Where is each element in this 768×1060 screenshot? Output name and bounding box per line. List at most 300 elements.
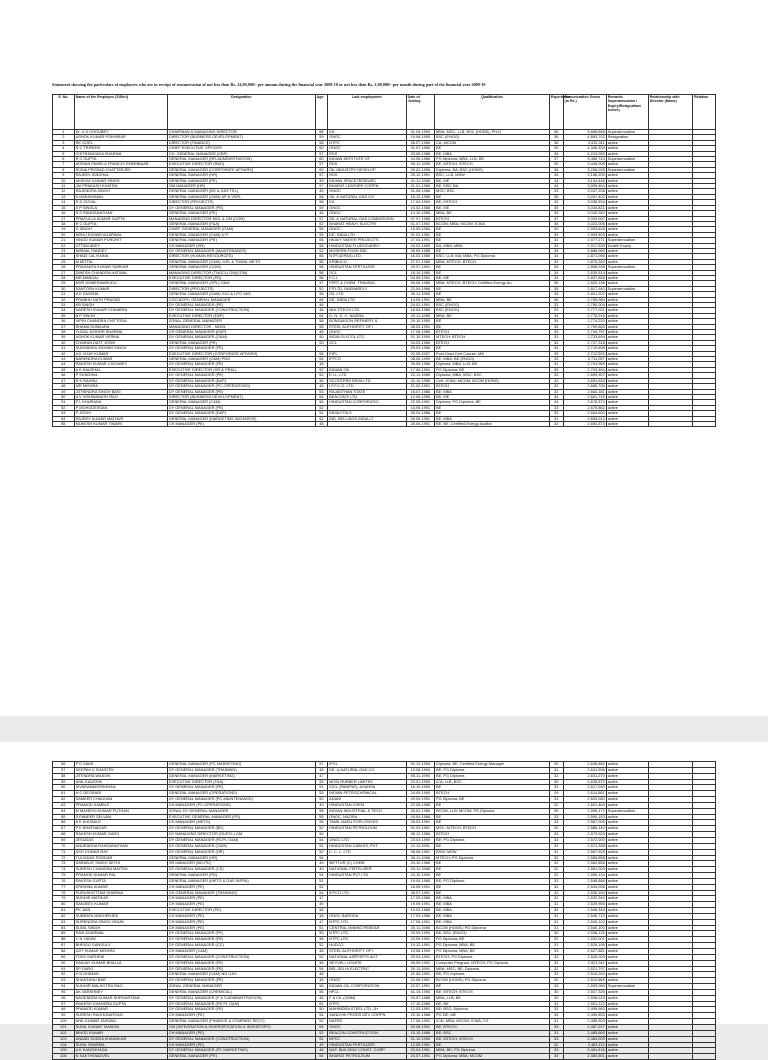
cell-remarks: active [606, 275, 648, 280]
cell-designation: DIRECTOR (PROJECTS) [167, 200, 315, 205]
cell-date-of-joining: 10.08.1994 [406, 767, 434, 773]
cell-age: 46 [315, 978, 328, 984]
cell-qualification: BE; BSC; Diploma [435, 1007, 550, 1013]
cell-date-of-joining: 03.07.1986 [406, 995, 434, 1001]
cell-name: BINOD KUMAR [74, 1030, 167, 1036]
cell-last-employment: F & CIL (CMM) [328, 995, 406, 1001]
cell-remarks: active [606, 384, 648, 389]
cell-name: H C DEORARI [74, 791, 167, 797]
cell-sno: 101 [53, 1024, 75, 1030]
cell-experience: 34 [549, 1013, 563, 1019]
cell-date-of-joining: 20.09.1990 [406, 931, 434, 937]
cell-remuneration: 2,825,136 [563, 281, 606, 286]
cell-age: 52 [315, 416, 328, 421]
cell-name: S P SINGLA [74, 205, 167, 210]
cell-remarks: active [606, 843, 648, 849]
cell-experience: 33 [549, 837, 563, 843]
cell-remuneration: 2,711,057 [563, 357, 606, 362]
cell-remarks: active [606, 978, 648, 984]
cell-designation: DY GENERAL MANAGER (PE) [167, 373, 315, 378]
cell-last-employment: INDIAN SPACE RESEARC [328, 178, 406, 183]
cell-experience: 33 [549, 303, 563, 308]
cell-sno: 6 [53, 157, 75, 162]
cell-sno: 84 [53, 925, 75, 931]
cell-qualification: BTECH; PG Diploma [435, 954, 550, 960]
cell-remarks: active [606, 254, 648, 259]
cell-designation: MANAGING DIRECTOR (TNGCL) GM(CGM) [167, 270, 315, 275]
cell-age: 56 [315, 989, 328, 995]
cell-last-employment: ONGC, NAZIRA [328, 814, 406, 820]
col-header-remuneration: Remuneration Gross (in Rs.) [563, 95, 606, 130]
cell-date-of-joining: 21.11.1991 [406, 843, 434, 849]
cell-remarks: active [606, 896, 648, 902]
cell-qualification: MBA; BE [435, 297, 550, 302]
cell-name: PRASANTA KUMAR SARKAR [74, 265, 167, 270]
cell-remarks: Superannuation [606, 265, 648, 270]
cell-age: 53 [315, 389, 328, 394]
cell-name: PRAFULLA KUMAR GUPTA [74, 216, 167, 221]
cell-sno: 3 [53, 140, 75, 145]
cell-name: A K KAUSHAL [74, 367, 167, 372]
cell-name: ANURADHA RANGANATHAN [74, 843, 167, 849]
cell-age: 50 [315, 832, 328, 838]
cell-remarks: active [606, 954, 648, 960]
cell-remuneration: 2,501,122 [563, 1001, 606, 1007]
cell-last-employment: BEL DELHI ELECTRIC [328, 966, 406, 972]
cell-remuneration: 2,603,080 [563, 797, 606, 803]
cell-remuneration: 2,590,153 [563, 814, 606, 820]
cell-sno: 45 [53, 367, 75, 372]
cell-last-employment: MAHINDRA STEEL LTD, JH [328, 1007, 406, 1013]
cell-qualification: BE [435, 861, 550, 867]
cell-designation: DY GENERAL MANAGER (TRAINING) [167, 767, 315, 773]
col-header-designation: Designation [167, 95, 315, 130]
cell-name: UTTAM ADEY [74, 243, 167, 248]
cell-age: 49 [315, 1042, 328, 1048]
cell-last-employment: F.C.I. [328, 275, 406, 280]
cell-remuneration: 2,596,172 [563, 808, 606, 814]
cell-experience: 34 [549, 346, 563, 351]
cell-qualification: BTECH [435, 330, 550, 335]
cell-age: 48 [315, 767, 328, 773]
cell-date-of-joining: 20.11.1986 [406, 925, 434, 931]
cell-experience: 34 [549, 1054, 563, 1060]
cell-last-employment: NTPC [328, 140, 406, 145]
cell-sno: 41 [53, 346, 75, 351]
cell-experience: 36 [549, 140, 563, 145]
cell-qualification: BE [435, 1042, 550, 1048]
cell-sno: 74 [53, 867, 75, 873]
cell-remarks: active [606, 151, 648, 156]
cell-name: TULSIDAS PODDAR [74, 855, 167, 861]
cell-age: 51 [315, 878, 328, 884]
cell-name: ASHOK KUMAR POKHRIAR [74, 135, 167, 140]
cell-last-employment: ONGC [328, 330, 406, 335]
cell-date-of-joining: 26.02.1986 [406, 808, 434, 814]
cell-designation: CH MANAGER (PE) [167, 1042, 315, 1048]
col-header-age: Age [315, 95, 328, 130]
cell-sno: 27 [53, 270, 75, 275]
cell-experience: 33 [549, 189, 563, 194]
cell-remarks: active [606, 394, 648, 399]
cell-remarks: active [606, 400, 648, 405]
cell-qualification: MBA; MSC; BE; Diploma [435, 966, 550, 972]
cell-last-employment: INDIAN OIL [328, 367, 406, 372]
cell-date-of-joining: 02.08.1991 [406, 1024, 434, 1030]
cell-last-employment: IOCL (PANIPAT), ASANSA [328, 785, 406, 791]
cell-last-employment: ONGC BARODA [328, 913, 406, 919]
cell-designation: CH MANAGER (MKTG) [167, 820, 315, 826]
cell-date-of-joining: 20.04.1991 [406, 1048, 434, 1054]
cell-age: 56 [315, 908, 328, 914]
cell-last-employment: INDIAN INDUSTRIAL & TECH [328, 808, 406, 814]
cell-sno: 32 [53, 297, 75, 302]
cell-remarks: active [606, 146, 648, 151]
cell-last-employment: BONGAIGON REFINERY & [328, 319, 406, 324]
cell-remarks: active [606, 421, 648, 426]
cell-last-employment: NATIONAL AIRPORTS AUT [328, 954, 406, 960]
cell-age: 50 [315, 335, 328, 340]
cell-sno: 50 [53, 394, 75, 399]
cell-date-of-joining: 24.02.1991 [406, 303, 434, 308]
cell-sno: 61 [53, 791, 75, 797]
cell-sno: 71 [53, 849, 75, 855]
cell-experience: 32 [549, 867, 563, 873]
cell-remarks: active [606, 1030, 648, 1036]
cell-last-employment: HFCL [328, 989, 406, 995]
cell-last-employment: OIL LTD [328, 292, 406, 297]
cell-sno: 86 [53, 937, 75, 943]
cell-qualification: BE; MTECH [435, 200, 550, 205]
cell-remuneration: 3,134,448 [563, 178, 606, 183]
cell-remarks: active [606, 221, 648, 226]
cell-date-of-joining: 06.09.1991 [406, 960, 434, 966]
cell-designation: DY GENERAL MANAGER (PE) [167, 346, 315, 351]
cell-date-of-joining: 30.09.1985 [406, 248, 434, 253]
cell-date-of-joining: 01.02.1991 [406, 232, 434, 237]
cell-age: 56 [315, 254, 328, 259]
cell-qualification: CA, MCOM [435, 140, 550, 145]
cell-date-of-joining: 16.10.1985 [406, 270, 434, 275]
cell-designation: GENERAL MANAGER (PE) [167, 238, 315, 243]
cell-last-employment: DE. INDIA LTD. [328, 232, 406, 237]
cell-remuneration: 3,206,028 [563, 167, 606, 172]
cell-date-of-joining: 03.08.1988 [406, 151, 434, 156]
cell-last-employment: ONGC [328, 146, 406, 151]
cell-qualification: BE; BE; Certified Energy Auditor [435, 421, 550, 426]
cell-experience: 32 [549, 826, 563, 832]
cell-date-of-joining: 05.11.1990 [406, 773, 434, 779]
cell-remuneration: 2,481,416 [563, 1048, 606, 1054]
col-header-qualification: Qualification [435, 95, 550, 130]
cell-remarks: active [606, 189, 648, 194]
cell-designation: GENERAL MANAGER (F&A) [167, 221, 315, 226]
cell-age: 51 [315, 1001, 328, 1007]
cell-name: SUDHANSU MOHAN SINGH [74, 346, 167, 351]
cell-age: 52 [315, 1019, 328, 1025]
cell-remuneration: 3,480,744 [563, 157, 606, 162]
cell-last-employment: SCOOTERS INDIA LTD. [328, 378, 406, 383]
cell-name: SURESH RAGHUNATHAN [74, 1013, 167, 1019]
cell-sno: 22 [53, 243, 75, 248]
cell-remuneration: 5,868,688 [563, 130, 606, 135]
cell-name: JESUDAS [74, 837, 167, 843]
cell-name: S S RANGANATHAN [74, 211, 167, 216]
cell-qualification: BTECH [435, 216, 550, 221]
cell-designation: GENERAL MANAGER (RR-ADMINISTRATION) [167, 157, 315, 162]
cell-sno: 46 [53, 373, 75, 378]
cell-experience: 34 [549, 270, 563, 275]
cell-last-employment: HINDUSTAN PVT LTD [328, 873, 406, 879]
cell-designation: GM (INTEGRATION & DIVERSIFICATION & INVENTORY) [167, 1024, 315, 1030]
cell-experience: 33 [549, 1048, 563, 1054]
cell-name: P L KHURANA [74, 400, 167, 405]
cell-last-employment: ONGC [328, 189, 406, 194]
cell-remuneration: 3,037,402 [563, 194, 606, 199]
cell-date-of-joining: 17.03.1986 [406, 913, 434, 919]
cell-date-of-joining: 08.03.1991 [406, 324, 434, 329]
cell-name: ROMA PROSAD CHATTERJEE [74, 167, 167, 172]
cell-designation: CH. GENERAL MANAGER (CBP) [167, 151, 315, 156]
cell-qualification: BE [435, 873, 550, 879]
cell-remuneration: 2,801,202 [563, 292, 606, 297]
cell-qualification: BE [435, 227, 550, 232]
cell-name: VIPIN CHANDRA CHITTODA [74, 319, 167, 324]
cell-remarks: active [606, 1042, 648, 1048]
cell-qualification: BE; MBA [435, 908, 550, 914]
cell-age: 58 [315, 130, 328, 135]
cell-name: SUNIL KUMAR TANDON [74, 1024, 167, 1030]
cell-remuneration: 2,565,858 [563, 855, 606, 861]
cell-remuneration: 2,484,009 [563, 1036, 606, 1042]
cell-experience: 33 [549, 384, 563, 389]
cell-qualification: BE [435, 146, 550, 151]
cell-remuneration: 2,712,502 [563, 351, 606, 356]
cell-experience: 30 [549, 995, 563, 1001]
cell-age: 52 [315, 849, 328, 855]
col-header-relationship: Relationship with Director (Name) [648, 95, 692, 130]
cell-date-of-joining: 24.10.1986 [406, 861, 434, 867]
cell-age: 58 [315, 140, 328, 145]
cell-sno: 23 [53, 248, 75, 253]
cell-remuneration: 2,977,271 [563, 238, 606, 243]
cell-name: RAKESH KUMAR GARG [74, 832, 167, 838]
cell-qualification: BE [435, 984, 550, 990]
cell-date-of-joining: 03.11.1988 [406, 867, 434, 873]
cell-remuneration: 2,586,140 [563, 826, 606, 832]
cell-experience: 35 [549, 194, 563, 199]
cell-remarks: active [606, 351, 648, 356]
cell-remarks: active [606, 1036, 648, 1042]
cell-age: 52 [315, 286, 328, 291]
cell-name: RAKESH GUPTA [74, 878, 167, 884]
cell-designation: DIRECTOR (HUMAN RESOURCES) [167, 254, 315, 259]
cell-designation: GENERAL MANAGER (PE) [167, 340, 315, 345]
cell-qualification: MBA, MSC, LLB, BSC (HONS), PH.D [435, 130, 550, 135]
cell-name: CHARAN DATT JOSHI [74, 340, 167, 345]
cell-name: PRAMOD KAMBLE [74, 802, 167, 808]
cell-date-of-joining: 05.11.1985 [406, 162, 434, 167]
cell-date-of-joining: 15.08.1995 [406, 135, 434, 140]
cell-remuneration: 2,664,600 [563, 411, 606, 416]
cell-name: PRAMOD KUMAR PAL [74, 873, 167, 879]
cell-experience: 32 [549, 884, 563, 890]
cell-experience: 33 [549, 411, 563, 416]
cell-sno: 58 [53, 773, 75, 779]
cell-experience: 31 [549, 767, 563, 773]
cell-last-employment: MULTITECH LTD. [328, 308, 406, 313]
cell-remuneration: 2,685,706 [563, 384, 606, 389]
cell-date-of-joining: 04.04.1986 [406, 814, 434, 820]
cell-designation: DIRECTOR (BUSINESS DEVELOPMENT) [167, 135, 315, 140]
cell-remarks: active [606, 890, 648, 896]
cell-designation: CH MANAGER (HR) [167, 243, 315, 248]
cell-date-of-joining: 08.06.1991 [406, 849, 434, 855]
cell-experience: 36 [549, 151, 563, 156]
cell-designation: DY GENERAL MANAGER (PE) [167, 960, 315, 966]
cell-remarks: active [606, 1048, 648, 1054]
cell-age: 56 [315, 400, 328, 405]
cell-name: SUBRATA MUKHERJEE [74, 913, 167, 919]
cell-sno: 85 [53, 931, 75, 937]
cell-experience: 35 [549, 205, 563, 210]
cell-qualification: BE; MBA [435, 416, 550, 421]
cell-remuneration: 2,495,962 [563, 1007, 606, 1013]
cell-experience: 36 [549, 135, 563, 140]
cell-remarks: active [606, 1024, 648, 1030]
cell-sno: 98 [53, 1007, 75, 1013]
cell-last-employment: ONGC [328, 1024, 406, 1030]
cell-date-of-joining: 20.11.1991 [406, 966, 434, 972]
employee-table-page-2 [52, 761, 716, 1060]
cell-sno: 96 [53, 995, 75, 1001]
cell-remuneration: 2,546,710 [563, 913, 606, 919]
col-header-sno: S. No. [53, 95, 75, 130]
cell-last-employment: FITLTD, RAEBARELY [328, 286, 406, 291]
cell-date-of-joining: 04.09.1991 [406, 275, 434, 280]
cell-sno: 25 [53, 259, 75, 264]
cell-last-employment: ONGC LTD [328, 837, 406, 843]
cell-sno: 102 [53, 1030, 75, 1036]
cell-date-of-joining: 27.07.1986 [406, 259, 434, 264]
cell-designation: CH GENERAL MANAGER (TRAINING) [167, 890, 315, 896]
cell-sno: 70 [53, 843, 75, 849]
cell-qualification: BSC; LLB; MA; MBA; PG Diploma [435, 254, 550, 259]
col-header-name: Name of the Employee (S/Shri) [74, 95, 167, 130]
cell-remarks: active [606, 389, 648, 394]
cell-designation: DY GENERAL MANAGER (RCPL O&M) [167, 837, 315, 843]
cell-designation: GENERAL MANAGER (OPERATIONS) [167, 791, 315, 797]
cell-remarks: active [606, 378, 648, 383]
cell-designation: GENERAL MANAGER (HR) [167, 173, 315, 178]
cell-qualification: Diploma; MBA; MSC; BSC [435, 373, 550, 378]
cell-date-of-joining: 22.08.1986 [406, 802, 434, 808]
cell-name: NIRMAL PANDEY [74, 248, 167, 253]
cell-last-employment: IOL [328, 130, 406, 135]
cell-age: 56 [315, 275, 328, 280]
cell-remuneration: 2,699,907 [563, 373, 606, 378]
cell-last-employment: OCL [328, 270, 406, 275]
cell-date-of-joining: 06.07.1989 [406, 140, 434, 145]
cell-age: 50 [315, 797, 328, 803]
cell-experience: 31 [549, 416, 563, 421]
cell-sno: 30 [53, 286, 75, 291]
cell-sno: 15 [53, 205, 75, 210]
cell-age: 55 [315, 820, 328, 826]
cell-qualification: MBA; MTECH; BTECH [435, 259, 550, 264]
cell-remuneration: 4,683,702 [563, 135, 606, 140]
cell-remarks: active [606, 873, 648, 879]
cell-date-of-joining: 16.02.1985 [406, 254, 434, 259]
cell-qualification: BCOM (HONS); PG Diploma [435, 925, 550, 931]
cell-sno: 64 [53, 808, 75, 814]
cell-last-employment: RDS [328, 151, 406, 156]
cell-date-of-joining: 22.06.1991 [406, 978, 434, 984]
cell-remarks: active [606, 140, 648, 145]
cell-remarks: active [606, 297, 648, 302]
cell-remarks: active [606, 949, 648, 955]
cell-name: A V VISHWANATH RAO [74, 394, 167, 399]
cell-name: SHADI LAL RAINA [74, 254, 167, 259]
cell-remuneration: 3,047,208 [563, 189, 606, 194]
cell-remarks: active [606, 767, 648, 773]
cell-experience: 33 [549, 843, 563, 849]
cell-remuneration: 3,166,200 [563, 173, 606, 178]
cell-remarks: active [606, 937, 648, 943]
cell-remuneration: 2,572,000 [563, 837, 606, 843]
cell-experience: 32 [549, 1042, 563, 1048]
cell-last-employment: HEAVY WATER PROJECTS [328, 238, 406, 243]
cell-age: 54 [315, 855, 328, 861]
cell-designation: GENERAL MANAGER (C&M) [167, 400, 315, 405]
cell-remuneration: 2,487,227 [563, 1024, 606, 1030]
cell-remarks: active [606, 908, 648, 914]
cell-last-employment: OIL & NATURAL GAS CO [328, 194, 406, 199]
cell-designation: GENERAL MANAGER (O&M) GUJ & LPG VAG [167, 292, 315, 297]
cell-remuneration: 2,483,119 [563, 1042, 606, 1048]
cell-designation: EXECUTIVE DIRECTOR (PD) [167, 275, 315, 280]
cell-age: 49 [315, 867, 328, 873]
cell-date-of-joining: 09.04.1991 [406, 797, 434, 803]
cell-remarks: active [606, 211, 648, 216]
cell-qualification: BCOM; LLB; MCOM; PG Diploma [435, 808, 550, 814]
cell-sno: 57 [53, 767, 75, 773]
cell-qualification: BE; PG Diploma [435, 837, 550, 843]
cell-last-employment: IND. BELLINGS INDIA LT [328, 416, 406, 421]
cell-sno: 7 [53, 162, 75, 167]
cell-last-employment: IFFCO LTD [328, 890, 406, 896]
cell-name: G SINGH [74, 227, 167, 232]
cell-designation: EXECUTIVE GENERAL MANAGER (PD) [167, 814, 315, 820]
cell-age: 46 [315, 211, 328, 216]
cell-sno: 48 [53, 384, 75, 389]
cell-date-of-joining: 07.07.1985 [406, 216, 434, 221]
cell-name: C N YADAV [74, 937, 167, 943]
cell-experience: 36 [549, 130, 563, 135]
cell-name: SANJAY KUMAR BHALLA [74, 960, 167, 966]
cell-remuneration: 3,095,464 [563, 184, 606, 189]
cell-designation: DY GENERAL MANAGER (PE) [167, 931, 315, 937]
cell-experience: 32 [549, 238, 563, 243]
cell-name: PURUSHOTTAM SHARMA [74, 890, 167, 896]
cell-remuneration: 2,540,100 [563, 925, 606, 931]
cell-sno: 78 [53, 890, 75, 896]
cell-designation: DY GENERAL MANAGER (E&P) [167, 411, 315, 416]
cell-designation: GENERAL MANAGER (PE) [167, 178, 315, 183]
cell-qualification: BE; BE [435, 1001, 550, 1007]
cell-remuneration: 2,683,181 [563, 389, 606, 394]
cell-designation: GENERAL MANAGER (C&M) NG GAS [167, 972, 315, 978]
